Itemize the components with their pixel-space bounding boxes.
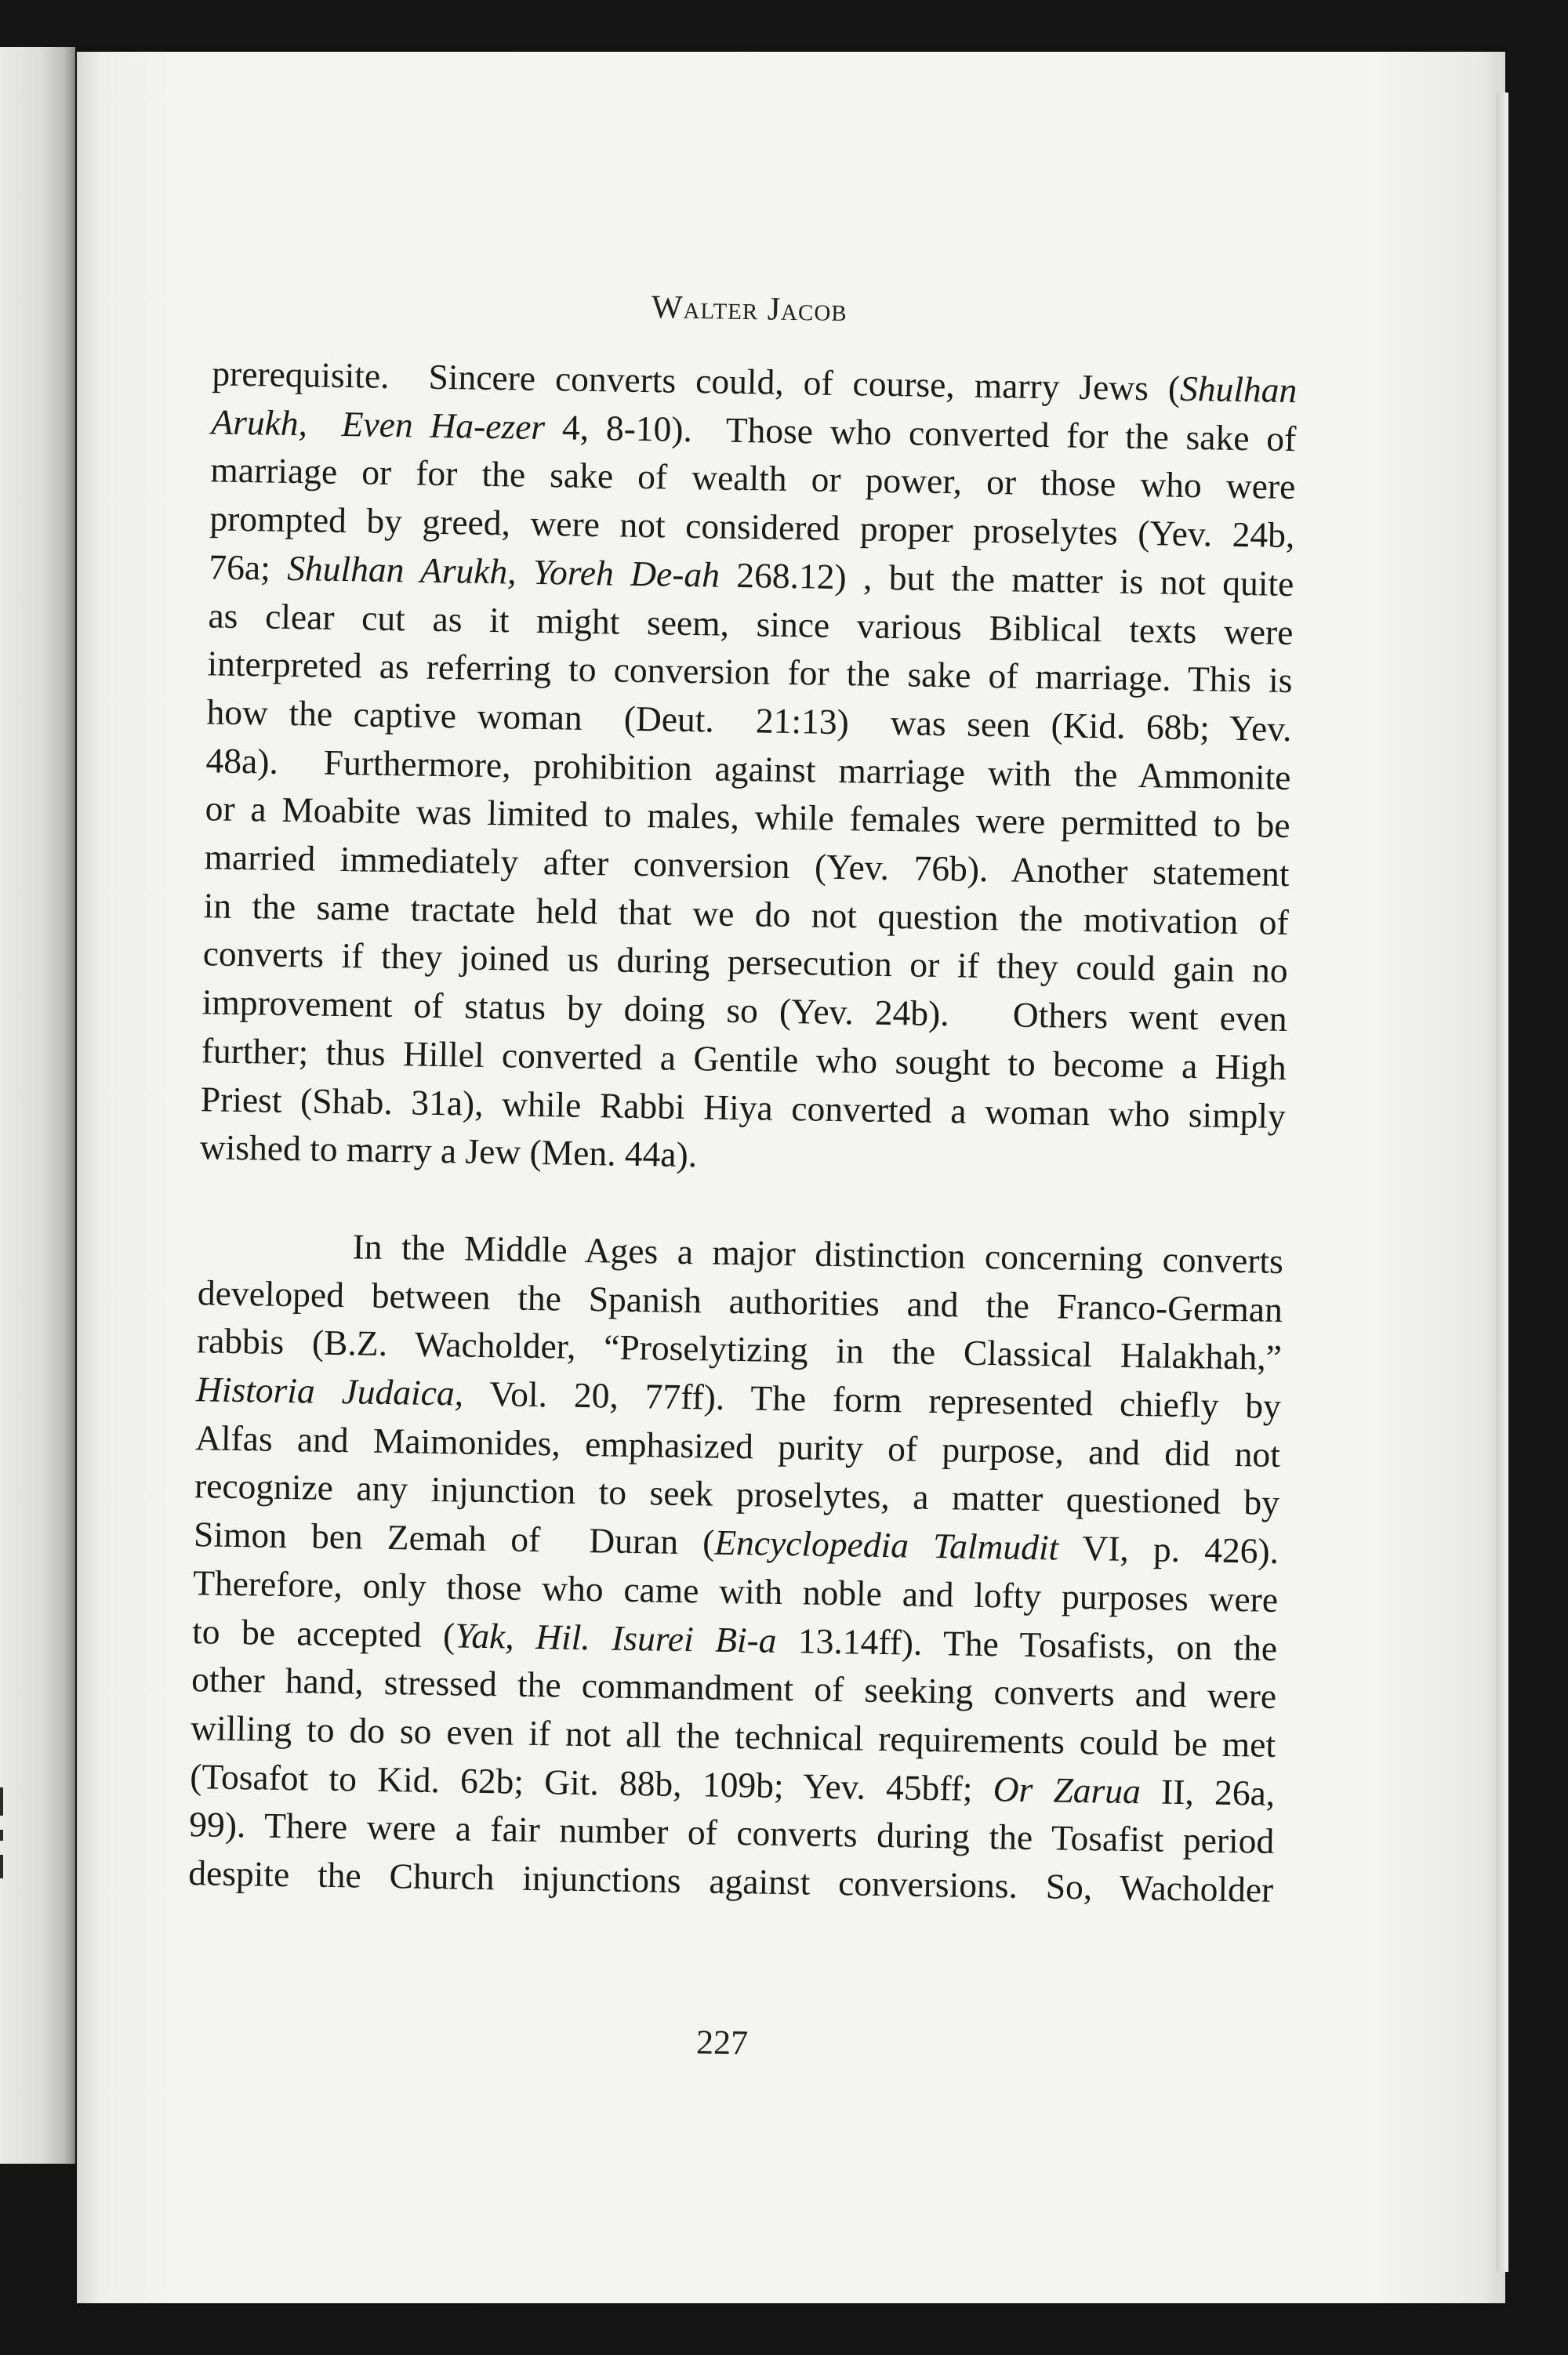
italic-citation: Yak, Hil. Isurei Bi-a — [454, 1615, 777, 1660]
text-run: other hand, stressed the commandment of seeking converts and were — [191, 1659, 1277, 1717]
paragraph — [199, 349, 1297, 1188]
text-run: despite the Church injunctions against conversions. So, Wacholder — [187, 1852, 1274, 1910]
text-run: willing to do so even if not all the technical requirements could be met — [190, 1707, 1276, 1765]
italic-citation: Arukh, Even Ha-ezer — [211, 401, 546, 447]
text-run: how the captive woman (Deut. 21:13) was seen (Kid. 68b; Yev. — [206, 691, 1292, 749]
text-run: Therefore, only those who came with noble and lofty purposes were — [192, 1562, 1279, 1620]
paragraph — [188, 1220, 1283, 1914]
text-run: developed between the Spanish authorities and the Franco-German — [197, 1272, 1283, 1330]
previous-page-edge — [0, 47, 75, 2164]
text-run: rabbis (B.Z. Wacholder, “Proselytizing in the Classical Halakhah,” — [196, 1320, 1283, 1378]
body-text — [188, 349, 1298, 1914]
italic-citation: Or Zarua — [993, 1768, 1142, 1811]
text-run: II, 26a, — [1140, 1770, 1276, 1813]
text-run: (Tosafot to Kid. 62b; Git. 88b, 109b; Yev. 45bff; — [189, 1755, 994, 1809]
text-run: wished to marry a Jew (Men. 44a). — [199, 1127, 698, 1175]
text-run: 13.14ff). The Tosafists, on the — [776, 1620, 1278, 1668]
previous-page-marks — [0, 1787, 6, 1960]
text-run: VI, p. 426). — [1058, 1527, 1279, 1572]
text-run: Alfas and Maimonides, emphasized purity of purpose, and did not — [194, 1417, 1281, 1475]
italic-citation: Shulhan — [1179, 368, 1298, 411]
text-run: prerequisite. Sincere converts could, of course, marry Jews ( — [212, 353, 1181, 408]
text-run: 268.12) , but the matter is not quite — [719, 554, 1294, 604]
text-run: or a Moabite was limited to males, while females were permitted to be — [205, 788, 1290, 846]
text-run: Priest (Shab. 31a), while Rabbi Hiya converted a woman who simply — [200, 1078, 1287, 1136]
text-run: interpreted as referring to conversion for the sake of marriage. This is — [207, 643, 1293, 701]
page-text-block — [187, 0, 1303, 2063]
text-run: In the Middle Ages a major distinction concerning converts — [198, 1224, 1284, 1281]
text-run: 99). There were a fair number of converts during the Tosafist period — [188, 1804, 1275, 1862]
page-number: 227 — [695, 2023, 749, 2063]
text-run: Vol. 20, 77ff). The form represented chiefly by — [463, 1373, 1282, 1427]
text-run: improvement of status by doing so (Yev. 24b). Others went even — [201, 982, 1288, 1040]
text-run: 76a; — [209, 546, 288, 588]
text-run: recognize any injunction to seek proselytes, a matter questioned by — [194, 1465, 1280, 1523]
italic-citation: Historia Judaica, — [195, 1369, 464, 1413]
italic-citation: Encyclopedia Talmudit — [713, 1522, 1059, 1568]
text-run: as clear cut as it might seem, since various Biblical texts were — [208, 594, 1294, 652]
page-stack-edge — [1496, 93, 1508, 2272]
text-run: 48a). Furthermore, prohibition against marriage with the Ammonite — [205, 739, 1291, 797]
italic-citation: Shulhan Arukh, Yoreh De-ah — [286, 547, 720, 595]
text-run: 4, 8-10). Those who converted for the sake of — [544, 406, 1297, 459]
text-run: Simon ben Zemah of Duran ( — [193, 1514, 715, 1562]
text-run: in the same tractate held that we do not question the motivation of — [203, 885, 1290, 942]
text-run: prompted by greed, were not considered proper proselytes (Yev. 24b, — [209, 498, 1295, 556]
text-run: further; thus Hillel converted a Gentile who sought to become a High — [201, 1030, 1287, 1087]
text-run: marriage or for the sake of wealth or power, or those who were — [210, 449, 1296, 507]
text-run: married immediately after conversion (Yev. 76b). Another statement — [204, 836, 1290, 894]
text-run: to be accepted ( — [191, 1610, 456, 1656]
running-head: Walter Jacob — [651, 289, 848, 329]
text-run: converts if they joined us during persecution or if they could gain no — [202, 933, 1289, 991]
